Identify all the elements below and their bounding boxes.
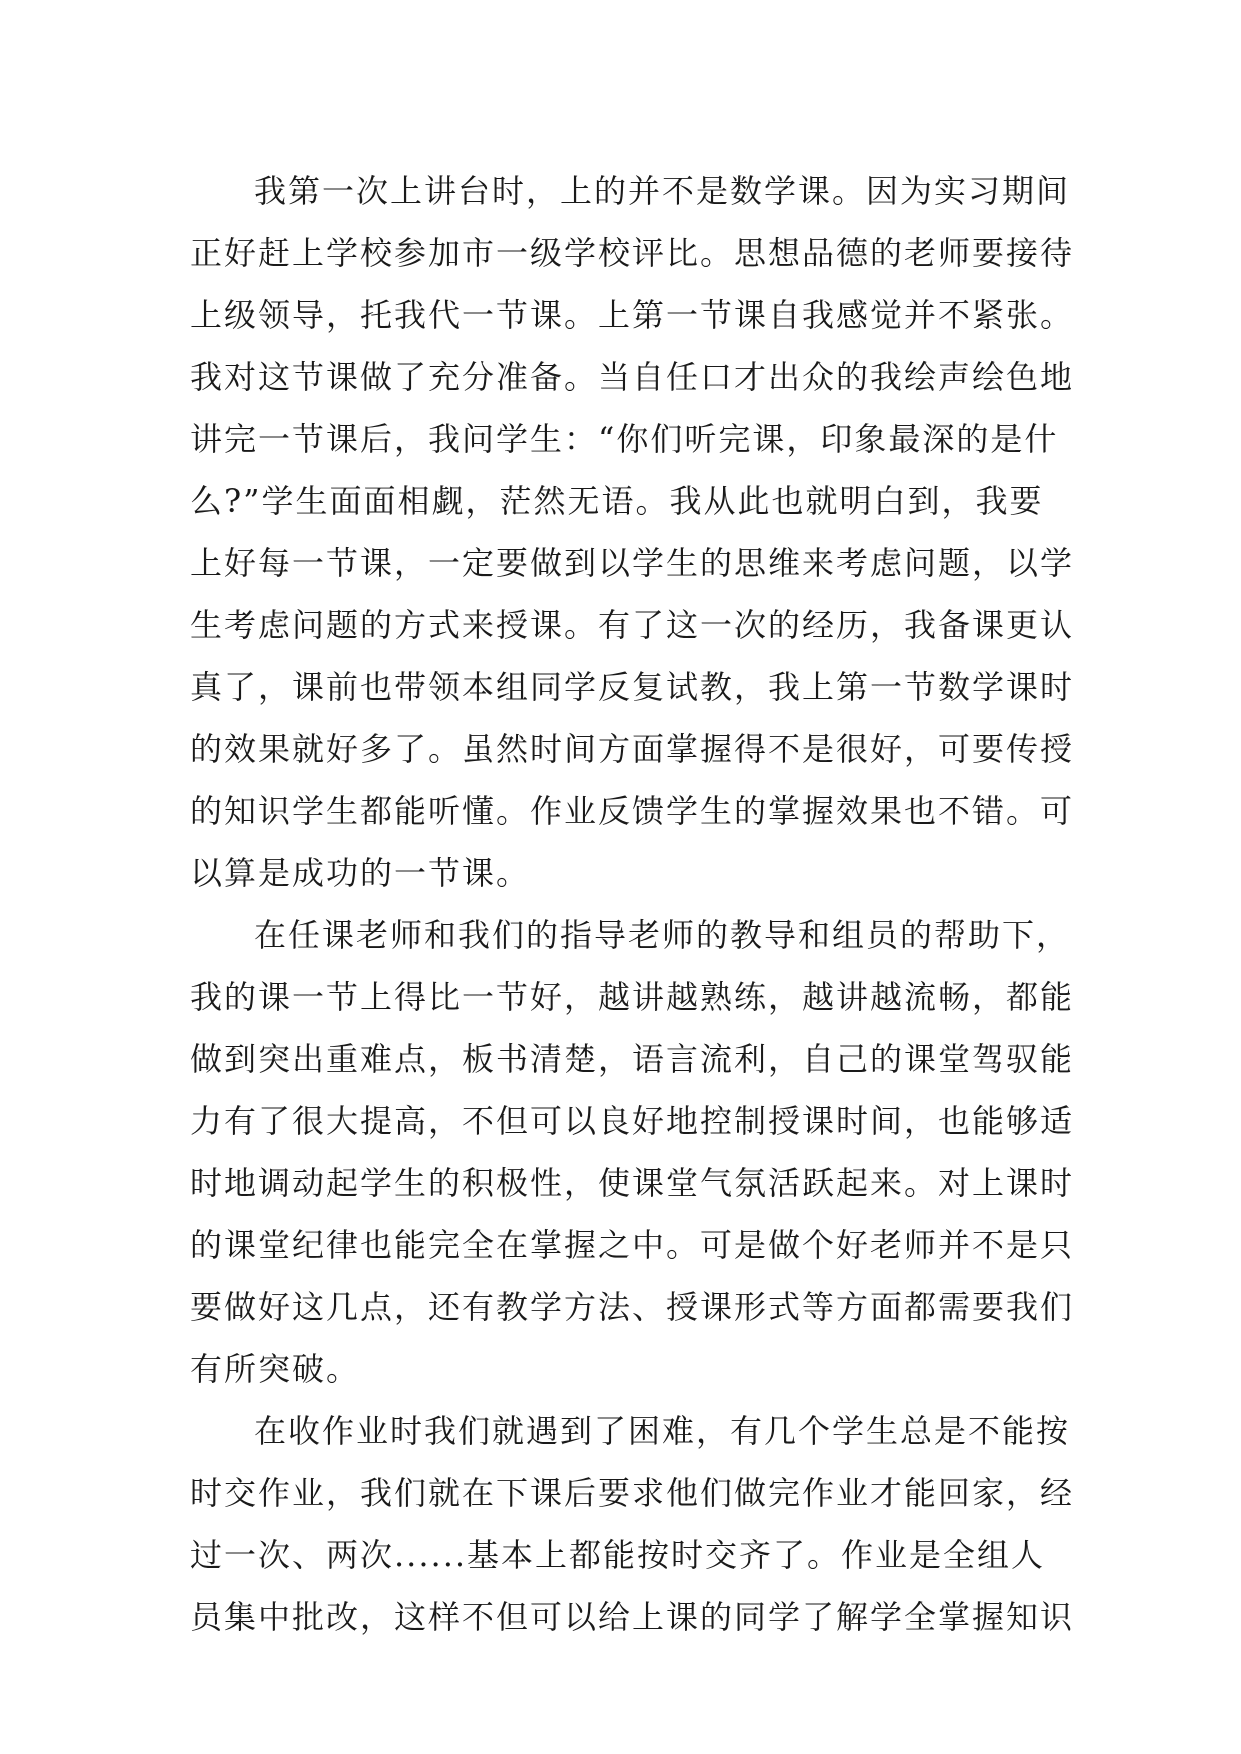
text-line: 我的课一节上得比一节好，越讲越熟练，越讲越流畅，都能 (190, 978, 1075, 1016)
text-line: 时交作业，我们就在下课后要求他们做完作业才能回家，经 (190, 1474, 1075, 1512)
text-line: 我对这节课做了充分准备。当自任口才出众的我绘声绘色地 (190, 358, 1075, 396)
text-line: 上级领导，托我代一节课。上第一节课自我感觉并不紧张。 (190, 296, 1075, 334)
text-line: 的效果就好多了。虽然时间方面掌握得不是很好，可要传授 (190, 730, 1075, 768)
text-line: 真了，课前也带领本组同学反复试教，我上第一节数学课时 (190, 668, 1075, 706)
text-line: 时地调动起学生的积极性，使课堂气氛活跃起来。对上课时 (190, 1164, 1075, 1202)
text-line: 员集中批改，这样不但可以给上课的同学了解学全掌握知识 (190, 1598, 1075, 1636)
text-line: 么?”学生面面相觑，茫然无语。我从此也就明白到，我要 (190, 482, 1044, 520)
text-line: 生考虑问题的方式来授课。有了这一次的经历，我备课更认 (190, 606, 1075, 644)
text-line: 我第一次上讲台时，上的并不是数学课。因为实习期间 (254, 172, 1071, 210)
paragraph-2 (190, 904, 1075, 1400)
text-line: 讲完一节课后，我问学生：“你们听完课，印象最深的是什 (190, 420, 1059, 458)
text-line: 力有了很大提高，不但可以良好地控制授课时间，也能够适 (190, 1102, 1075, 1140)
text-line: 的课堂纪律也能完全在掌握之中。可是做个好老师并不是只 (190, 1226, 1075, 1264)
paragraph-3 (190, 1400, 1075, 1648)
text-line: 要做好这几点，还有教学方法、授课形式等方面都需要我们 (190, 1288, 1075, 1326)
text-line: 做到突出重难点，板书清楚，语言流利，自己的课堂驾驭能 (190, 1040, 1075, 1078)
text-line: 上好每一节课，一定要做到以学生的思维来考虑问题，以学 (190, 544, 1075, 582)
text-line: 过一次、两次......基本上都能按时交齐了。作业是全组人 (190, 1536, 1046, 1574)
text-line: 有所突破。 (190, 1350, 361, 1388)
text-line: 的知识学生都能听懂。作业反馈学生的掌握效果也不错。可 (190, 792, 1075, 830)
document-body (190, 160, 1075, 1648)
text-line: 正好赶上学校参加市一级学校评比。思想品德的老师要接待 (190, 234, 1075, 272)
text-line: 在收作业时我们就遇到了困难，有几个学生总是不能按 (254, 1412, 1071, 1450)
paragraph-1 (190, 160, 1075, 904)
text-line: 在任课老师和我们的指导老师的教导和组员的帮助下， (254, 916, 1071, 954)
text-line: 以算是成功的一节课。 (190, 854, 531, 892)
